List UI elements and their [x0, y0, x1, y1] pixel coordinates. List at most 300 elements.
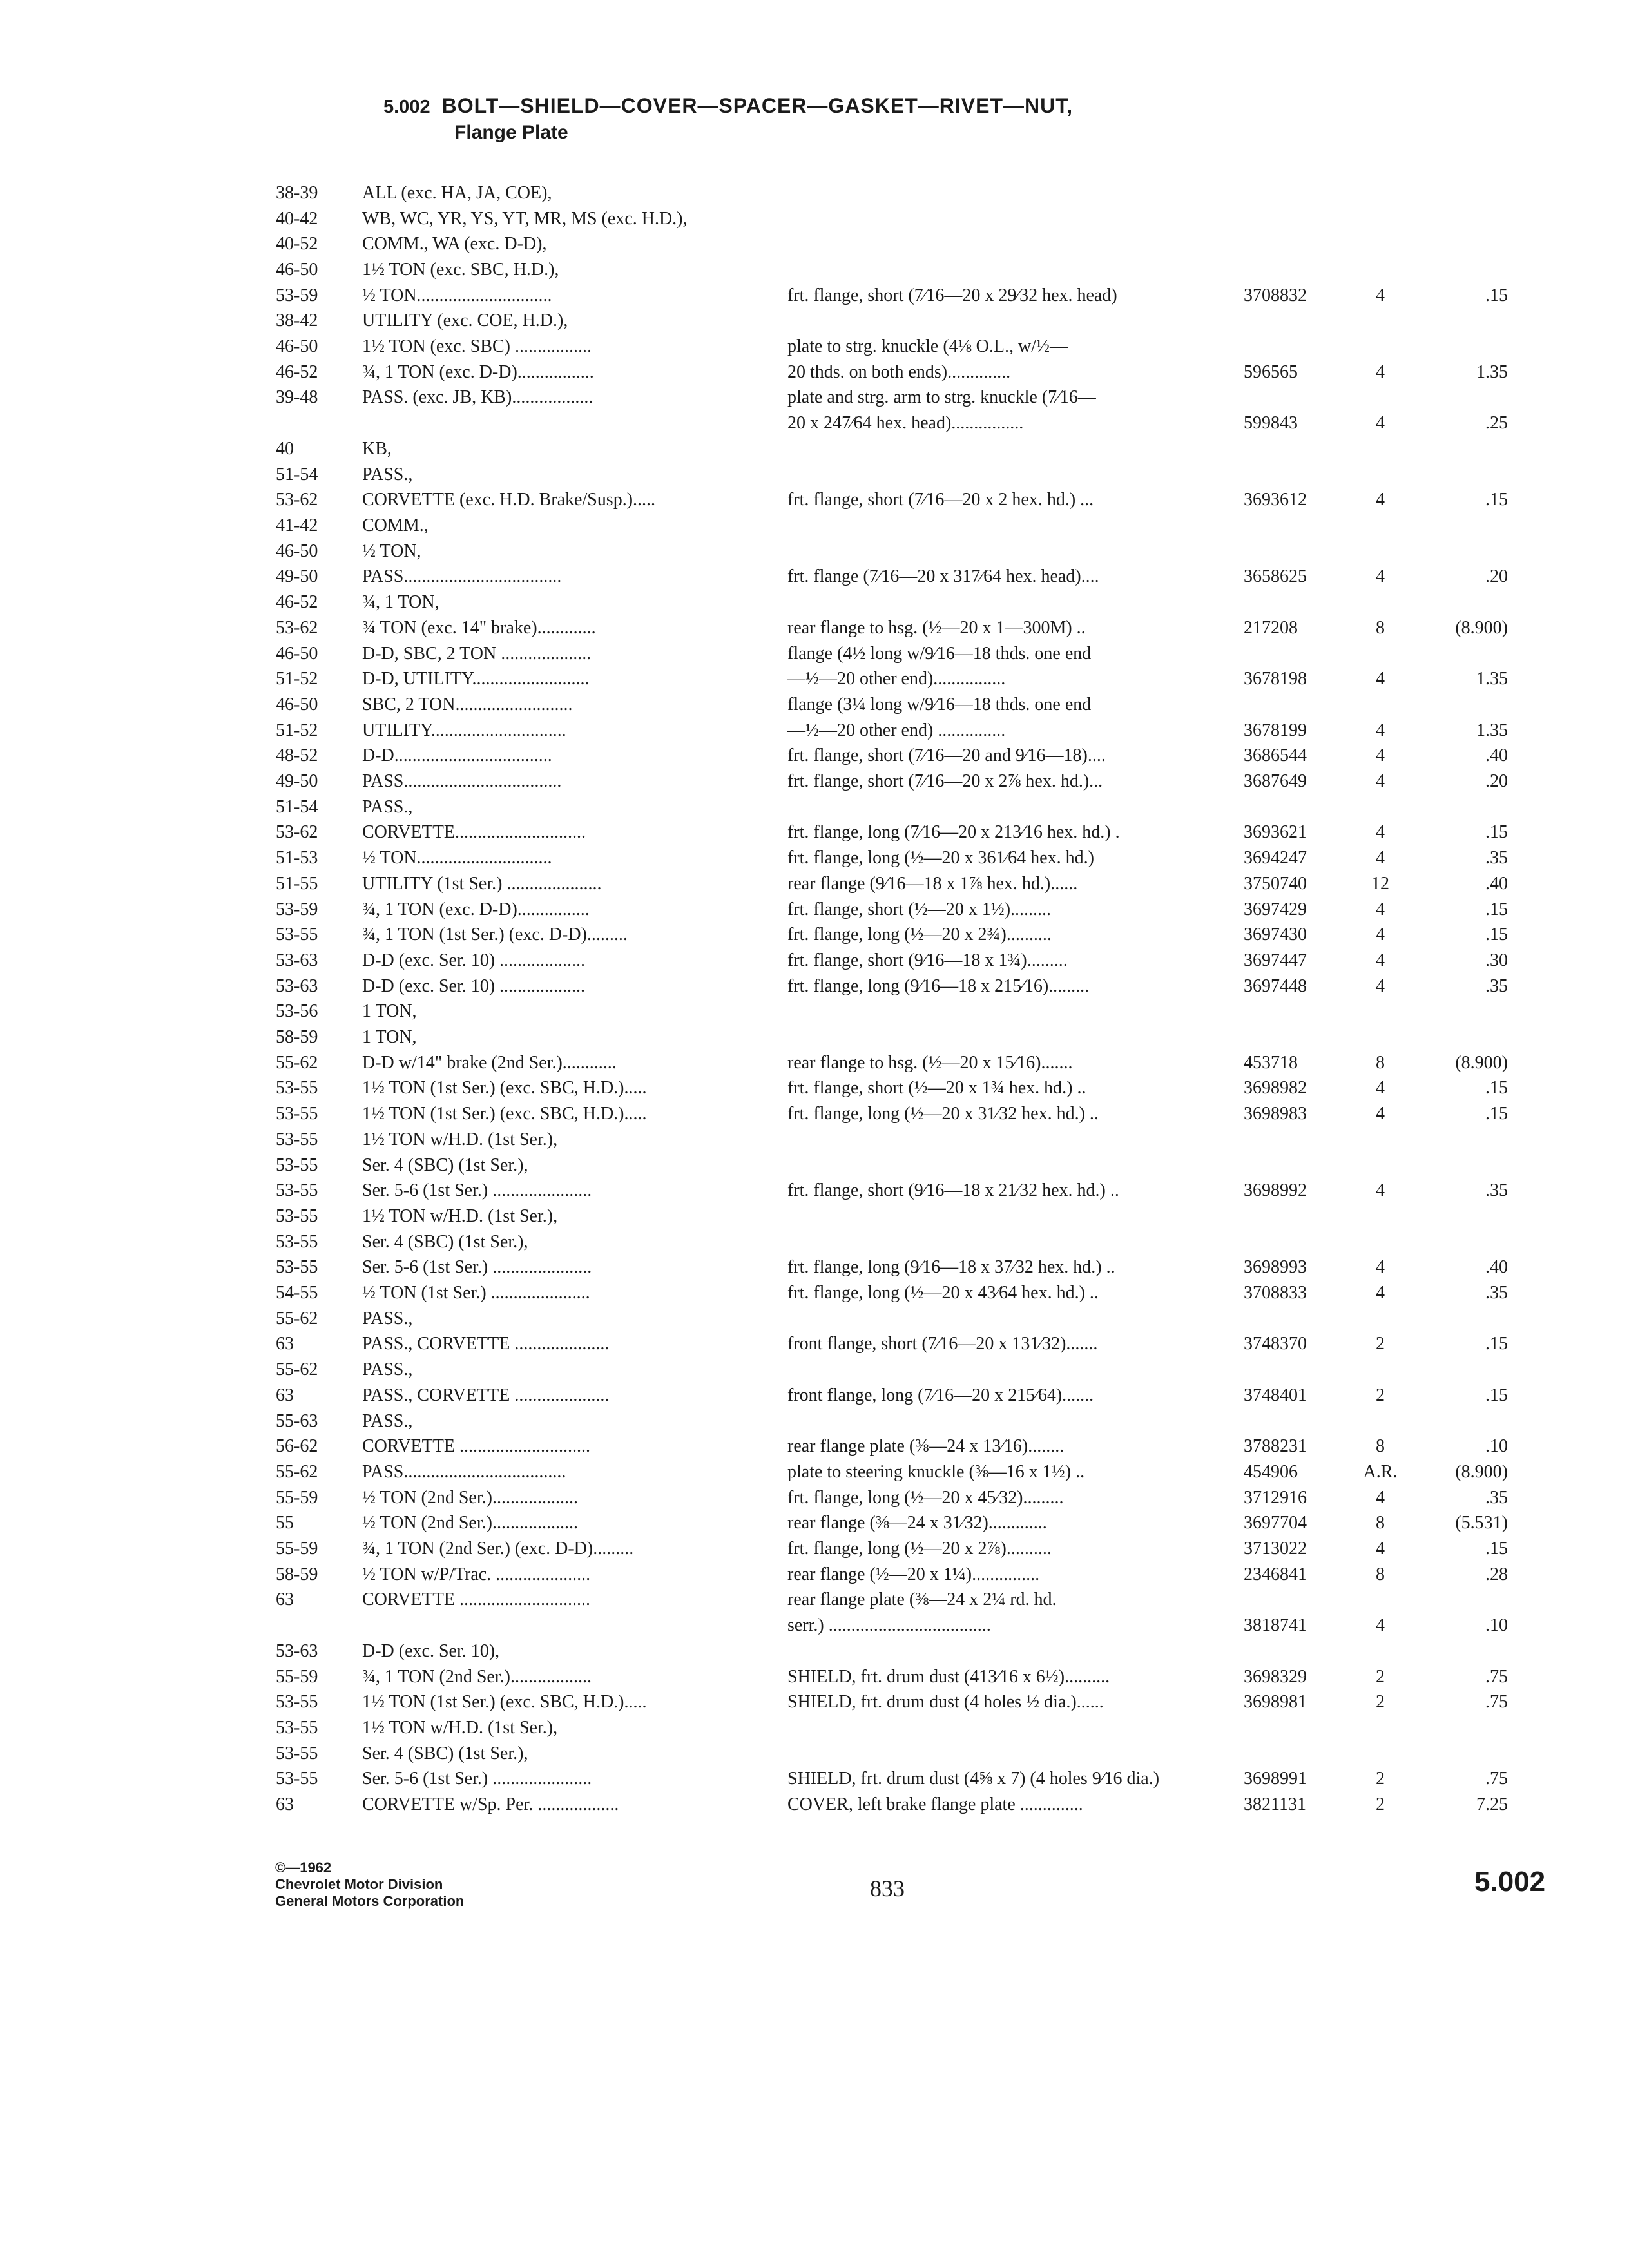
year-range: 40-52 — [276, 234, 318, 254]
year-range: 51-55 — [276, 874, 318, 894]
model-applicability: CORVETTE............................. — [362, 822, 586, 842]
year-range: 55-62 — [276, 1462, 318, 1482]
part-description: frt. flange, short (7⁄16—20 x 2 hex. hd.) ... — [787, 490, 1094, 510]
quantity: 4 — [1376, 1283, 1385, 1303]
year-range: 46-52 — [276, 592, 318, 612]
year-range: 63 — [276, 1385, 294, 1405]
year-range: 58-59 — [276, 1027, 318, 1047]
table-row — [0, 948, 1629, 974]
part-number: 3748401 — [1244, 1385, 1307, 1405]
model-applicability: CORVETTE ............................. — [362, 1590, 590, 1610]
price: .15 — [1485, 1334, 1508, 1354]
price: (8.900) — [1455, 1462, 1508, 1482]
model-applicability: ¾, 1 TON (1st Ser.) (exc. D-D)......... — [362, 925, 628, 945]
price: .25 — [1485, 413, 1508, 433]
part-description: frt. flange, long (½—20 x 2⅞).......... — [787, 1539, 1052, 1559]
price: .15 — [1485, 899, 1508, 919]
part-description: frt. flange, long (½—20 x 43⁄64 hex. hd.) .. — [787, 1283, 1099, 1303]
part-description: SHIELD, frt. drum dust (4⅝ x 7) (4 holes 9⁄16 dia.) — [787, 1769, 1160, 1789]
year-range: 51-52 — [276, 720, 318, 740]
price: .15 — [1485, 1539, 1508, 1559]
year-range: 40-42 — [276, 209, 318, 229]
part-description: frt. flange, short (7⁄16—20 x 2⅞ hex. hd.)... — [787, 771, 1103, 791]
model-applicability: PASS., — [362, 1411, 413, 1431]
quantity: 4 — [1376, 1257, 1385, 1277]
part-number: 3697448 — [1244, 976, 1307, 996]
table-row — [0, 1331, 1629, 1357]
part-description: frt. flange, short (½—20 x 1¾ hex. hd.) .. — [787, 1078, 1086, 1098]
table-row — [0, 871, 1629, 897]
table-row — [0, 385, 1629, 410]
table-row — [0, 1254, 1629, 1280]
model-applicability: PASS................................... — [362, 771, 562, 791]
table-row — [0, 1741, 1629, 1767]
year-range: 46-50 — [276, 260, 318, 280]
table-row — [0, 1357, 1629, 1383]
table-row — [0, 999, 1629, 1024]
quantity: 12 — [1371, 874, 1389, 894]
price: .35 — [1485, 1180, 1508, 1200]
model-applicability: ALL (exc. HA, JA, COE), — [362, 183, 552, 203]
table-row — [0, 1101, 1629, 1127]
quantity: 4 — [1376, 1488, 1385, 1508]
model-applicability: UTILITY (exc. COE, H.D.), — [362, 311, 568, 331]
price: .15 — [1485, 925, 1508, 945]
year-range: 46-50 — [276, 644, 318, 664]
page-number: 833 — [870, 1876, 905, 1901]
price: (5.531) — [1455, 1513, 1508, 1533]
quantity: 2 — [1376, 1385, 1385, 1405]
quantity: 4 — [1376, 490, 1385, 510]
price: .35 — [1485, 1283, 1508, 1303]
model-applicability: PASS., CORVETTE ..................... — [362, 1334, 610, 1354]
part-description: rear flange (½—20 x 1¼)............... — [787, 1564, 1040, 1584]
part-number: 599843 — [1244, 413, 1298, 433]
model-applicability: ¾, 1 TON, — [362, 592, 439, 612]
year-range: 53-63 — [276, 950, 318, 970]
price: (8.900) — [1455, 618, 1508, 638]
model-applicability: SBC, 2 TON.......................... — [362, 695, 573, 715]
part-description: frt. flange, long (½—20 x 2¾).......... — [787, 925, 1052, 945]
part-number: 2346841 — [1244, 1564, 1307, 1584]
model-applicability: CORVETTE w/Sp. Per. .................. — [362, 1794, 619, 1814]
part-number: 3698983 — [1244, 1104, 1307, 1124]
table-row — [0, 1639, 1629, 1664]
year-range: 55-62 — [276, 1360, 318, 1379]
table-row — [0, 1408, 1629, 1434]
model-applicability: PASS., — [362, 1360, 413, 1379]
table-row — [0, 180, 1629, 206]
table-row — [0, 1485, 1629, 1511]
table-row — [0, 845, 1629, 871]
part-number: 3693612 — [1244, 490, 1307, 510]
year-range: 53-55 — [276, 1692, 318, 1712]
year-range: 53-59 — [276, 285, 318, 305]
model-applicability: 1½ TON w/H.D. (1st Ser.), — [362, 1718, 558, 1738]
part-description: flange (4½ long w/9⁄16—18 thds. one end — [787, 644, 1092, 664]
part-description: frt. flange, long (9⁄16—18 x 37⁄32 hex. hd.) .. — [787, 1257, 1115, 1277]
price: .35 — [1485, 1488, 1508, 1508]
year-range: 53-63 — [276, 976, 318, 996]
year-range: 38-39 — [276, 183, 318, 203]
part-description: frt. flange, short (½—20 x 1½)......... — [787, 899, 1052, 919]
price: .15 — [1485, 490, 1508, 510]
table-row — [0, 1434, 1629, 1459]
year-range: 46-52 — [276, 362, 318, 382]
model-applicability: 1½ TON (exc. SBC, H.D.), — [362, 260, 559, 280]
year-range: 51-54 — [276, 797, 318, 817]
model-applicability: WB, WC, YR, YS, YT, MR, MS (exc. H.D.), — [362, 209, 688, 229]
table-row — [0, 487, 1629, 513]
year-range: 53-55 — [276, 1206, 318, 1226]
table-row — [0, 1587, 1629, 1613]
table-row — [0, 922, 1629, 948]
part-description: frt. flange, long (½—20 x 31⁄32 hex. hd.) .. — [787, 1104, 1099, 1124]
year-range: 58-59 — [276, 1564, 318, 1584]
quantity: 4 — [1376, 413, 1385, 433]
year-range: 46-50 — [276, 695, 318, 715]
part-description: front flange, short (7⁄16—20 x 131⁄32)....... — [787, 1334, 1098, 1354]
table-row — [0, 974, 1629, 999]
table-row — [0, 743, 1629, 769]
model-applicability: D-D, UTILITY.......................... — [362, 669, 590, 689]
table-row — [0, 590, 1629, 615]
price: .30 — [1485, 950, 1508, 970]
quantity: 4 — [1376, 1180, 1385, 1200]
year-range: 63 — [276, 1590, 294, 1610]
year-range: 53-62 — [276, 618, 318, 638]
price: 1.35 — [1476, 362, 1508, 382]
model-applicability: ½ TON w/P/Trac. ..................... — [362, 1564, 591, 1584]
price: .10 — [1485, 1615, 1508, 1635]
year-range: 51-53 — [276, 848, 318, 868]
part-description: rear flange plate (⅜—24 x 2¼ rd. hd. — [787, 1590, 1057, 1610]
table-row — [0, 360, 1629, 385]
price: .20 — [1485, 771, 1508, 791]
model-applicability: ¾, 1 TON (2nd Ser.) (exc. D-D)......... — [362, 1539, 634, 1559]
year-range: 53-55 — [276, 1257, 318, 1277]
part-description: flange (3¼ long w/9⁄16—18 thds. one end — [787, 695, 1092, 715]
section-number-footer: 5.002 — [1474, 1866, 1546, 1898]
model-applicability: 1½ TON w/H.D. (1st Ser.), — [362, 1129, 558, 1149]
model-applicability: ¾, 1 TON (exc. D-D)................. — [362, 362, 594, 382]
table-row — [0, 308, 1629, 334]
year-range: 53-59 — [276, 899, 318, 919]
model-applicability: PASS................................... — [362, 566, 562, 586]
part-number: 3678199 — [1244, 720, 1307, 740]
table-row — [0, 1075, 1629, 1101]
price: 7.25 — [1476, 1794, 1508, 1814]
footer-credits — [275, 1860, 464, 1910]
year-range: 41-42 — [276, 515, 318, 535]
part-number: 3713022 — [1244, 1539, 1307, 1559]
part-number: 3698992 — [1244, 1180, 1307, 1200]
quantity: 4 — [1376, 1078, 1385, 1098]
part-description: 20 x 247⁄64 hex. head)................ — [787, 413, 1024, 433]
year-range: 55 — [276, 1513, 294, 1533]
model-applicability: 1½ TON (1st Ser.) (exc. SBC, H.D.)..... — [362, 1104, 647, 1124]
year-range: 46-50 — [276, 336, 318, 356]
quantity: 4 — [1376, 285, 1385, 305]
model-applicability: D-D (exc. Ser. 10) ................... — [362, 976, 586, 996]
price: .40 — [1485, 874, 1508, 894]
part-description: rear flange (⅜—24 x 31⁄32)............. — [787, 1513, 1047, 1533]
quantity: 4 — [1376, 822, 1385, 842]
price: .75 — [1485, 1667, 1508, 1687]
model-applicability: Ser. 5-6 (1st Ser.) ...................... — [362, 1257, 592, 1277]
part-description: frt. flange, short (7⁄16—20 x 29⁄32 hex. head) — [787, 285, 1117, 305]
year-range: 63 — [276, 1334, 294, 1354]
price: 1.35 — [1476, 720, 1508, 740]
quantity: 2 — [1376, 1692, 1385, 1712]
table-row — [0, 539, 1629, 564]
quantity: 4 — [1376, 771, 1385, 791]
table-row — [0, 1383, 1629, 1408]
table-row — [0, 564, 1629, 590]
model-applicability: PASS., — [362, 1309, 413, 1329]
part-description: plate to steering knuckle (⅜—16 x 1½) .. — [787, 1462, 1085, 1482]
year-range: 55-62 — [276, 1053, 318, 1073]
table-row — [0, 1127, 1629, 1153]
table-row — [0, 1024, 1629, 1050]
table-row — [0, 1229, 1629, 1255]
quantity: 4 — [1376, 566, 1385, 586]
part-description: rear flange to hsg. (½—20 x 15⁄16)....... — [787, 1053, 1073, 1073]
model-applicability: CORVETTE ............................. — [362, 1436, 590, 1456]
table-row — [0, 641, 1629, 667]
table-row — [0, 334, 1629, 360]
year-range: 55-59 — [276, 1539, 318, 1559]
price: (8.900) — [1455, 1053, 1508, 1073]
quantity: A.R. — [1363, 1462, 1398, 1482]
quantity: 4 — [1376, 1539, 1385, 1559]
part-description: rear flange (9⁄16—18 x 1⅞ hex. hd.)...... — [787, 874, 1078, 894]
table-row — [0, 1153, 1629, 1178]
price: .15 — [1485, 1078, 1508, 1098]
quantity: 8 — [1376, 1053, 1385, 1073]
part-number: 3686544 — [1244, 745, 1307, 765]
model-applicability: D-D, SBC, 2 TON .................... — [362, 644, 592, 664]
part-description: frt. flange, short (9⁄16—18 x 21⁄32 hex. hd.) .. — [787, 1180, 1119, 1200]
part-description: plate to strg. knuckle (4⅛ O.L., w/½— — [787, 336, 1068, 356]
price: .28 — [1485, 1564, 1508, 1584]
model-applicability: PASS.................................... — [362, 1462, 566, 1482]
year-range: 55-59 — [276, 1667, 318, 1687]
year-range: 53-55 — [276, 1078, 318, 1098]
part-number: 3712916 — [1244, 1488, 1307, 1508]
table-row — [0, 410, 1629, 436]
quantity: 8 — [1376, 1513, 1385, 1533]
table-row — [0, 1510, 1629, 1536]
quantity: 2 — [1376, 1334, 1385, 1354]
year-range: 53-55 — [276, 1232, 318, 1252]
table-row — [0, 1715, 1629, 1741]
year-range: 48-52 — [276, 745, 318, 765]
model-applicability: D-D (exc. Ser. 10), — [362, 1641, 500, 1661]
part-description: serr.) .................................... — [787, 1615, 991, 1635]
quantity: 4 — [1376, 848, 1385, 868]
part-number: 3698991 — [1244, 1769, 1307, 1789]
table-row — [0, 794, 1629, 820]
part-description: frt. flange, long (½—20 x 45⁄32)......... — [787, 1488, 1064, 1508]
quantity: 2 — [1376, 1667, 1385, 1687]
price: .75 — [1485, 1692, 1508, 1712]
year-range: 53-63 — [276, 1641, 318, 1661]
part-number: 3658625 — [1244, 566, 1307, 586]
quantity: 4 — [1376, 669, 1385, 689]
part-number: 3708833 — [1244, 1283, 1307, 1303]
table-row — [0, 769, 1629, 794]
model-applicability: ½ TON (2nd Ser.)................... — [362, 1513, 578, 1533]
model-applicability: D-D w/14" brake (2nd Ser.)............ — [362, 1053, 617, 1073]
quantity: 2 — [1376, 1794, 1385, 1814]
part-number: 3788231 — [1244, 1436, 1307, 1456]
part-description: SHIELD, frt. drum dust (413⁄16 x 6½).......... — [787, 1667, 1110, 1687]
model-applicability: D-D................................... — [362, 745, 552, 765]
quantity: 8 — [1376, 1436, 1385, 1456]
year-range: 49-50 — [276, 566, 318, 586]
part-number: 3693621 — [1244, 822, 1307, 842]
model-applicability: ¾, 1 TON (exc. D-D)................ — [362, 899, 590, 919]
table-row — [0, 718, 1629, 744]
table-row — [0, 1306, 1629, 1332]
quantity: 4 — [1376, 950, 1385, 970]
model-applicability: COMM., — [362, 515, 429, 535]
table-row — [0, 1792, 1629, 1818]
quantity: 2 — [1376, 1769, 1385, 1789]
year-range: 38-42 — [276, 311, 318, 331]
model-applicability: COMM., WA (exc. D-D), — [362, 234, 547, 254]
price: .20 — [1485, 566, 1508, 586]
model-applicability: UTILITY (1st Ser.) ..................... — [362, 874, 602, 894]
model-applicability: ½ TON.............................. — [362, 285, 552, 305]
model-applicability: PASS., — [362, 797, 413, 817]
price: .15 — [1485, 285, 1508, 305]
model-applicability: Ser. 5-6 (1st Ser.) ...................... — [362, 1180, 592, 1200]
model-applicability: 1½ TON (1st Ser.) (exc. SBC, H.D.)..... — [362, 1078, 647, 1098]
part-description: —½—20 other end) ............... — [787, 720, 1006, 740]
part-number: 3821131 — [1244, 1794, 1306, 1814]
price: .75 — [1485, 1769, 1508, 1789]
model-applicability: CORVETTE (exc. H.D. Brake/Susp.)..... — [362, 490, 656, 510]
part-number: 3698982 — [1244, 1078, 1307, 1098]
part-number: 3818741 — [1244, 1615, 1307, 1635]
table-row — [0, 1766, 1629, 1792]
part-number: 454906 — [1244, 1462, 1298, 1482]
part-description: rear flange to hsg. (½—20 x 1—300M) .. — [787, 618, 1086, 638]
table-row — [0, 1459, 1629, 1485]
quantity: 8 — [1376, 1564, 1385, 1584]
price: .15 — [1485, 1104, 1508, 1124]
part-number: 596565 — [1244, 362, 1298, 382]
division-name: Chevrolet Motor Division — [275, 1876, 443, 1892]
table-row — [0, 820, 1629, 845]
part-description: plate and strg. arm to strg. knuckle (7⁄16— — [787, 387, 1096, 407]
table-row — [0, 1280, 1629, 1306]
year-range: 56-62 — [276, 1436, 318, 1456]
quantity: 4 — [1376, 362, 1385, 382]
table-row — [0, 283, 1629, 309]
model-applicability: 1½ TON (1st Ser.) (exc. SBC, H.D.)..... — [362, 1692, 647, 1712]
quantity: 4 — [1376, 1615, 1385, 1635]
year-range: 51-54 — [276, 465, 318, 485]
year-range: 55-62 — [276, 1309, 318, 1329]
price: .35 — [1485, 848, 1508, 868]
table-row — [0, 513, 1629, 539]
table-row — [0, 436, 1629, 462]
part-description: frt. flange, long (7⁄16—20 x 213⁄16 hex. hd.) . — [787, 822, 1120, 842]
model-applicability: PASS., CORVETTE ..................... — [362, 1385, 610, 1405]
table-row — [0, 1613, 1629, 1639]
part-number: 3708832 — [1244, 285, 1307, 305]
table-row — [0, 231, 1629, 257]
model-applicability: ½ TON (2nd Ser.)................... — [362, 1488, 578, 1508]
part-number: 3697447 — [1244, 950, 1307, 970]
part-description: 20 thds. on both ends).............. — [787, 362, 1011, 382]
model-applicability: Ser. 4 (SBC) (1st Ser.), — [362, 1155, 528, 1175]
year-range: 55-63 — [276, 1411, 318, 1431]
part-number: 3697429 — [1244, 899, 1307, 919]
table-row — [0, 257, 1629, 283]
model-applicability: D-D (exc. Ser. 10) ................... — [362, 950, 586, 970]
quantity: 4 — [1376, 745, 1385, 765]
year-range: 46-50 — [276, 541, 318, 561]
table-row — [0, 206, 1629, 232]
price: .40 — [1485, 745, 1508, 765]
page-subtitle: Flange Plate — [454, 122, 568, 143]
table-row — [0, 615, 1629, 641]
part-number: 3698981 — [1244, 1692, 1307, 1712]
year-range: 53-55 — [276, 1180, 318, 1200]
part-number: 3698329 — [1244, 1667, 1307, 1687]
part-description: —½—20 other end)................ — [787, 669, 1006, 689]
model-applicability: PASS., — [362, 465, 413, 485]
table-row — [0, 666, 1629, 692]
table-row — [0, 897, 1629, 923]
model-applicability: 1½ TON (exc. SBC) ................. — [362, 336, 592, 356]
model-applicability: UTILITY.............................. — [362, 720, 566, 740]
copyright: ©—1962 — [275, 1860, 332, 1876]
year-range: 63 — [276, 1794, 294, 1814]
part-description: frt. flange, short (7⁄16—20 and 9⁄16—18).... — [787, 745, 1106, 765]
price: 1.35 — [1476, 669, 1508, 689]
page-title: BOLT—SHIELD—COVER—SPACER—GASKET—RIVET—NUT, — [441, 94, 1074, 117]
year-range: 53-55 — [276, 925, 318, 945]
model-applicability: Ser. 4 (SBC) (1st Ser.), — [362, 1232, 528, 1252]
part-number: 3687649 — [1244, 771, 1307, 791]
quantity: 8 — [1376, 618, 1385, 638]
year-range: 53-55 — [276, 1129, 318, 1149]
table-row — [0, 1178, 1629, 1204]
table-row — [0, 462, 1629, 488]
year-range: 53-62 — [276, 822, 318, 842]
model-applicability: 1½ TON w/H.D. (1st Ser.), — [362, 1206, 558, 1226]
model-applicability: PASS. (exc. JB, KB).................. — [362, 387, 593, 407]
model-applicability: Ser. 5-6 (1st Ser.) ...................... — [362, 1769, 592, 1789]
year-range: 55-59 — [276, 1488, 318, 1508]
quantity: 4 — [1376, 720, 1385, 740]
year-range: 49-50 — [276, 771, 318, 791]
part-description: SHIELD, frt. drum dust (4 holes ½ dia.)...... — [787, 1692, 1104, 1712]
part-description: frt. flange, short (9⁄16—18 x 1¾)......... — [787, 950, 1068, 970]
part-number: 217208 — [1244, 618, 1298, 638]
part-number: 3697430 — [1244, 925, 1307, 945]
year-range: 40 — [276, 439, 294, 459]
year-range: 51-52 — [276, 669, 318, 689]
table-row — [0, 1664, 1629, 1690]
part-description: rear flange plate (⅜—24 x 13⁄16)........ — [787, 1436, 1065, 1456]
year-range: 53-55 — [276, 1769, 318, 1789]
